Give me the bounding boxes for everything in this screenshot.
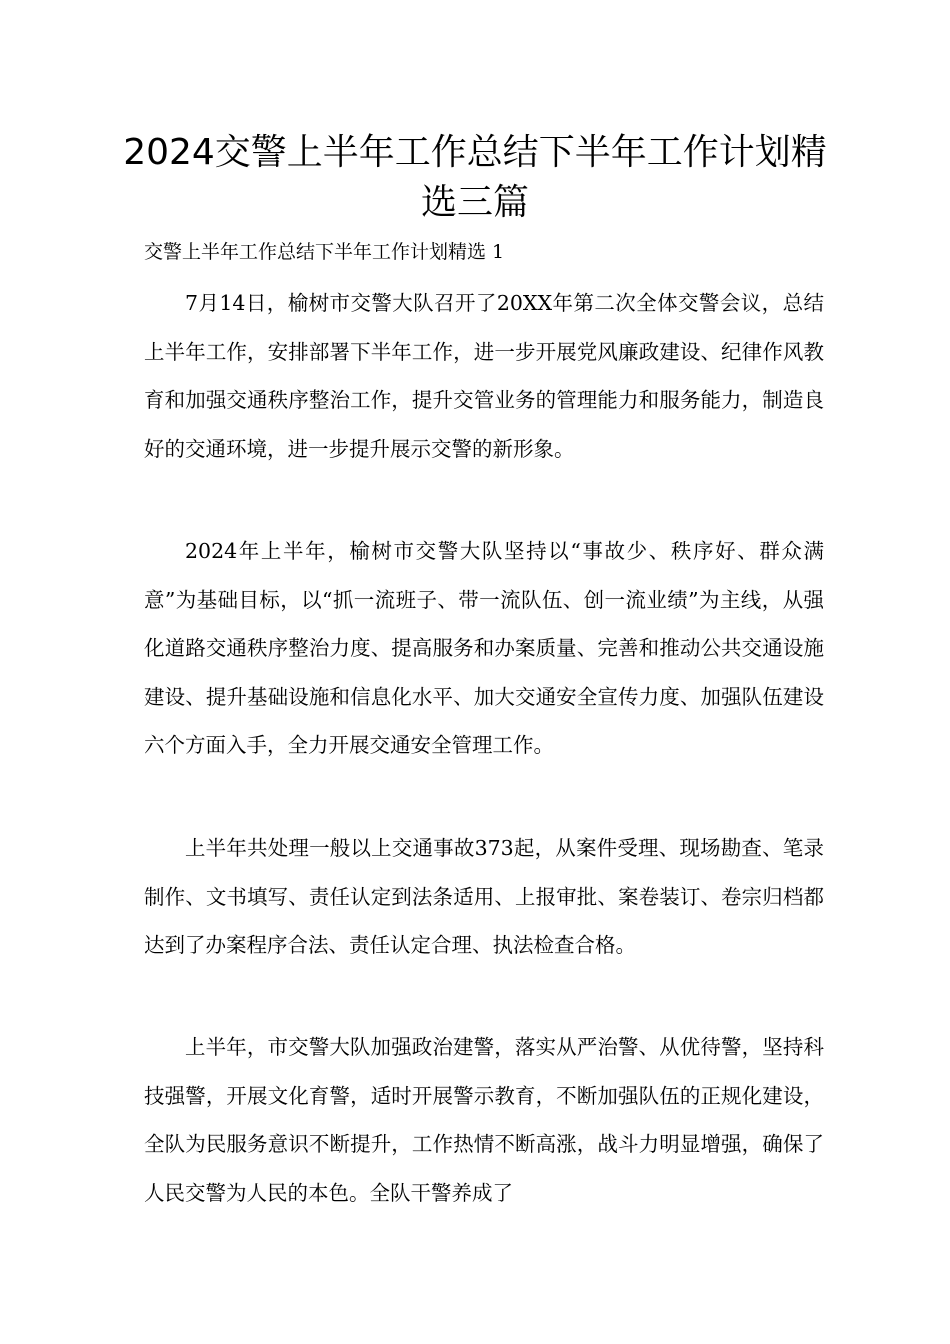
document-title: 2024交警上半年工作总结下半年工作计划精选三篇	[123, 132, 827, 223]
paragraph: 2024年上半年，榆树市交警大队坚持以“事故少、秩序好、群众满意”为基础目标，以“抓一流班子、带一流队伍、创一流业绩”为主线，从强化道路交通秩序整治力度、提高服务和办案质量、完善和推动公共交通设施建设、提升基础设施和信息化水平、加大交通安全宣传力度、加强队伍建设六个方面入手，全力开展交通安全管理工作。	[144, 539, 824, 757]
paragraph: 7月14日，榆树市交警大队召开了20XX年第二次全体交警会议，总结上半年工作，安排部署下半年工作，进一步开展党风廉政建设、纪律作风教育和加强交通秩序整治工作，提升交管业务的管理能力和服务能力，制造良好的交通环境，进一步提升展示交警的新形象。	[144, 291, 824, 461]
paragraph: 上半年，市交警大队加强政治建警，落实从严治警、从优待警，坚持科技强警，开展文化育警，适时开展警示教育，不断加强队伍的正规化建设，全队为民服务意识不断提升，工作热情不断高涨，战斗力明显增强，确保了人民交警为人民的本色。全队干警养成了	[144, 1035, 824, 1205]
paragraph: 上半年共处理一般以上交通事故373起，从案件受理、现场勘查、笔录制作、文书填写、责任认定到法条适用、上报审批、案卷装订、卷宗归档都达到了办案程序合法、责任认定合理、执法检查合格。	[144, 836, 824, 957]
section-heading: 交警上半年工作总结下半年工作计划精选 1	[144, 241, 505, 263]
